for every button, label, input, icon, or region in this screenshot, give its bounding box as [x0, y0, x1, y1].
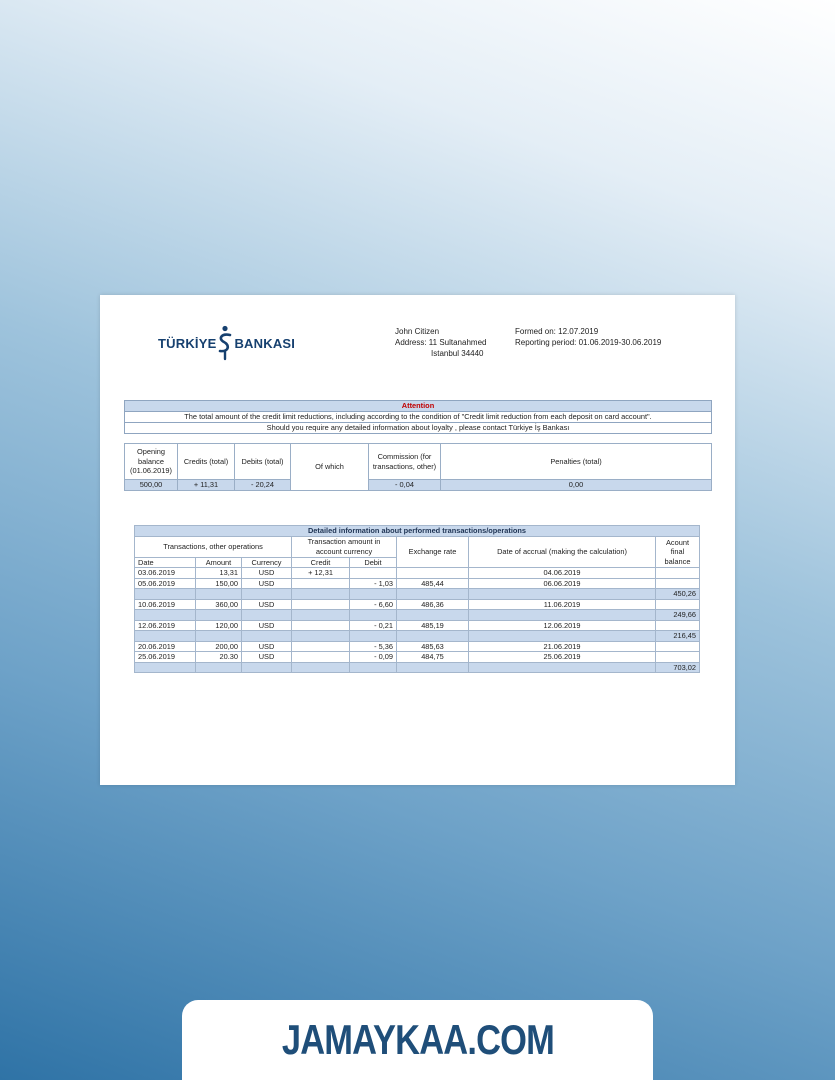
row-amount: 150,00 — [196, 578, 242, 589]
row-currency: USD — [242, 620, 292, 631]
row-debit: - 1,03 — [350, 578, 397, 589]
summary-header-commission: Commission (for transactions, other) — [369, 444, 441, 480]
table-row — [135, 568, 700, 579]
row-credit — [292, 652, 350, 663]
logo-text-left: TÜRKİYE — [158, 335, 217, 351]
table-row — [135, 599, 700, 610]
row-balance — [656, 620, 700, 631]
balance-row — [135, 662, 700, 673]
row-date: 20.06.2019 — [135, 641, 196, 652]
row-accrual: 21.06.2019 — [469, 641, 656, 652]
row-debit — [350, 568, 397, 579]
row-amount: 360,00 — [196, 599, 242, 610]
row-rate: 486,36 — [397, 599, 469, 610]
row-accrual: 12.06.2019 — [469, 620, 656, 631]
row-date: 03.06.2019 — [135, 568, 196, 579]
row-rate: 485,63 — [397, 641, 469, 652]
row-accrual: 25.06.2019 — [469, 652, 656, 663]
row-balance — [656, 599, 700, 610]
row-date: 12.06.2019 — [135, 620, 196, 631]
row-date: 05.06.2019 — [135, 578, 196, 589]
header-debit: Debit — [350, 557, 397, 568]
row-currency: USD — [242, 578, 292, 589]
row-balance — [656, 652, 700, 663]
row-balance — [656, 568, 700, 579]
bank-emblem-icon — [217, 325, 233, 361]
row-balance — [656, 578, 700, 589]
row-date: 10.06.2019 — [135, 599, 196, 610]
final-balance: 216,45 — [656, 631, 700, 642]
header-final-balance: Acount final balance — [656, 536, 700, 568]
header-date: Date — [135, 557, 196, 568]
header-credit: Credit — [292, 557, 350, 568]
client-info — [395, 326, 486, 359]
balance-row — [135, 589, 700, 600]
row-credit — [292, 599, 350, 610]
summary-header-debits: Debits (total) — [235, 444, 291, 480]
balance-row — [135, 631, 700, 642]
row-amount: 120,00 — [196, 620, 242, 631]
row-credit: + 12,31 — [292, 568, 350, 579]
final-balance: 703,02 — [656, 662, 700, 673]
summary-header-opening: Opening balance (01.06.2019) — [125, 444, 178, 480]
table-row — [135, 641, 700, 652]
header-accrual-date: Date of accrual (making the calculation) — [469, 536, 656, 568]
watermark-banner — [182, 1000, 653, 1080]
row-rate — [397, 568, 469, 579]
client-city: Istanbul 34440 — [431, 349, 484, 358]
attention-box — [124, 400, 712, 434]
header-transactions: Transactions, other operations — [135, 536, 292, 557]
bank-statement-document — [100, 295, 735, 785]
row-credit — [292, 641, 350, 652]
summary-value-credits: + 11,31 — [178, 480, 235, 491]
row-accrual: 11.06.2019 — [469, 599, 656, 610]
final-balance: 249,66 — [656, 610, 700, 621]
balance-row — [135, 610, 700, 621]
row-amount: 200,00 — [196, 641, 242, 652]
row-currency: USD — [242, 641, 292, 652]
summary-header-of-which: Of which — [291, 444, 369, 491]
watermark-text: JAMAYKAA.COM — [281, 1016, 554, 1063]
row-rate: 484,75 — [397, 652, 469, 663]
summary-value-commission: - 0,04 — [369, 480, 441, 491]
table-row — [135, 578, 700, 589]
row-accrual: 06.06.2019 — [469, 578, 656, 589]
row-currency: USD — [242, 652, 292, 663]
row-credit — [292, 578, 350, 589]
summary-value-debits: - 20,24 — [235, 480, 291, 491]
row-balance — [656, 641, 700, 652]
summary-table — [124, 443, 712, 491]
summary-header-penalties: Penalties (total) — [441, 444, 712, 480]
row-rate: 485,19 — [397, 620, 469, 631]
row-amount: 20.30 — [196, 652, 242, 663]
transactions-title: Detailed information about performed transactions/operations — [135, 526, 700, 537]
header-currency: Currency — [242, 557, 292, 568]
summary-value-opening: 500,00 — [125, 480, 178, 491]
attention-title: Attention — [125, 401, 712, 412]
bank-logo — [158, 325, 295, 361]
final-balance: 450,26 — [656, 589, 700, 600]
table-row — [135, 652, 700, 663]
row-credit — [292, 620, 350, 631]
header-exchange-rate: Exchange rate — [397, 536, 469, 568]
attention-line-1: The total amount of the credit limit reductions, including according to the condition of "Credit limit reduction from each deposit on card account". — [125, 412, 712, 423]
row-currency: USD — [242, 599, 292, 610]
header-transaction-amount: Transaction amount in account currency — [292, 536, 397, 557]
row-debit: - 0,09 — [350, 652, 397, 663]
row-debit: - 0,21 — [350, 620, 397, 631]
row-rate: 485,44 — [397, 578, 469, 589]
attention-line-2: Should you require any detailed information about loyalty , please contact Türkiye İş Bankası — [125, 423, 712, 434]
statement-meta — [515, 326, 661, 348]
header-amount: Amount — [196, 557, 242, 568]
summary-value-penalties: 0,00 — [441, 480, 712, 491]
table-row — [135, 620, 700, 631]
row-date: 25.06.2019 — [135, 652, 196, 663]
row-accrual: 04.06.2019 — [469, 568, 656, 579]
logo-text-right: BANKASI — [234, 335, 296, 351]
client-name: John Citizen — [395, 327, 440, 336]
formed-on: Formed on: 12.07.2019 — [515, 327, 599, 336]
row-amount: 13,31 — [196, 568, 242, 579]
transactions-table — [134, 525, 700, 673]
summary-header-credits: Credits (total) — [178, 444, 235, 480]
row-currency: USD — [242, 568, 292, 579]
row-debit: - 5,36 — [350, 641, 397, 652]
reporting-period: Reporting period: 01.06.2019-30.06.2019 — [515, 338, 662, 347]
row-debit: - 6,60 — [350, 599, 397, 610]
client-address: Address: 11 Sultanahmed — [395, 338, 487, 347]
